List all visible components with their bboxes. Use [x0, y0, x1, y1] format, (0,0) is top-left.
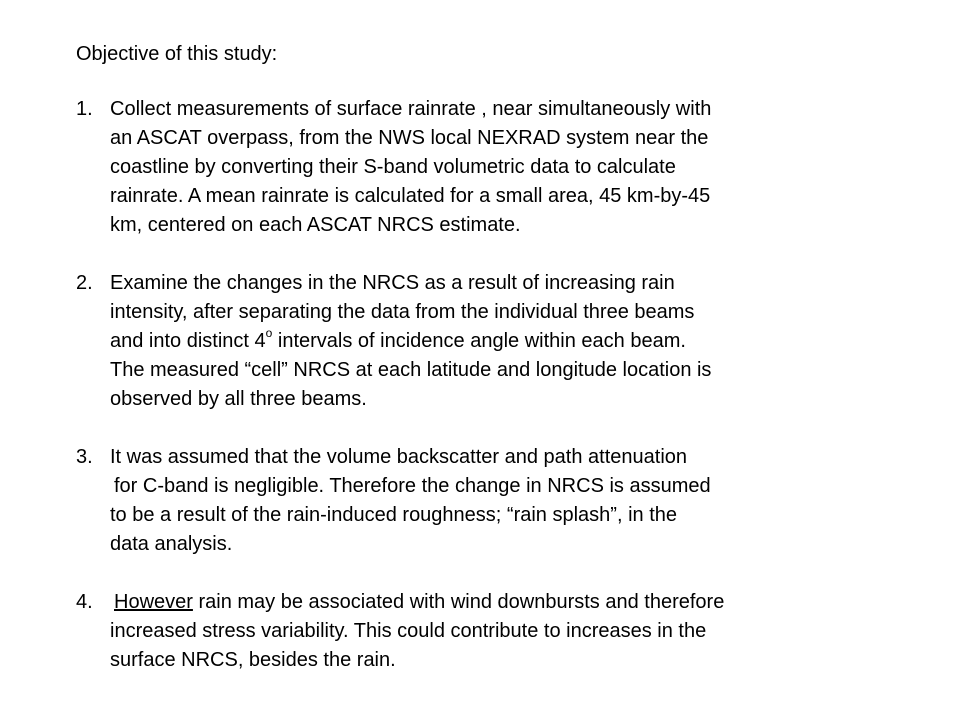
list-item-2: [76, 269, 712, 414]
item-number: 1.: [76, 98, 93, 120]
list-item-3: [76, 443, 711, 559]
item-line: increased stress variability. This could contribute to increases in the: [110, 620, 707, 642]
list-item-1: [76, 95, 712, 240]
line-text: rain may be associated with wind downbursts and therefore: [192, 591, 725, 613]
item-line: coastline by converting their S-band volumetric data to calculate: [110, 156, 676, 178]
item-line: Examine the changes in the NRCS as a result of increasing rain: [110, 272, 675, 294]
item-line: [114, 588, 724, 617]
item-number: 4.: [76, 591, 93, 613]
item-line: for C-band is negligible. Therefore the change in NRCS is assumed: [114, 475, 711, 497]
item-line: surface NRCS, besides the rain.: [110, 649, 396, 671]
item-line: rainrate. A mean rainrate is calculated for a small area, 45 km-by-45: [110, 185, 711, 207]
item-line: Collect measurements of surface rainrate , near simultaneously with: [110, 98, 712, 120]
line-text: and into distinct 4: [110, 330, 266, 352]
item-line: to be a result of the rain-induced roughness; “rain splash”, in the: [110, 504, 677, 526]
line-text: intervals of incidence angle within each beam.: [272, 330, 686, 352]
item-line: an ASCAT overpass, from the NWS local NEXRAD system near the: [110, 127, 709, 149]
item-number: 2.: [76, 272, 93, 294]
item-line: It was assumed that the volume backscatter and path attenuation: [110, 446, 688, 468]
underlined-word: However: [114, 591, 193, 613]
item-line: intensity, after separating the data from the individual three beams: [110, 301, 695, 323]
item-line: observed by all three beams.: [110, 388, 367, 410]
item-line: The measured “cell” NRCS at each latitude and longitude location is: [110, 359, 712, 381]
item-line: data analysis.: [110, 533, 233, 555]
item-number: 3.: [76, 446, 93, 468]
item-line: km, centered on each ASCAT NRCS estimate.: [110, 214, 521, 236]
degree-superscript: o: [265, 326, 273, 341]
list-item-4: [76, 588, 725, 675]
slide-heading: Objective of this study:: [76, 43, 278, 65]
item-line: [110, 327, 711, 356]
